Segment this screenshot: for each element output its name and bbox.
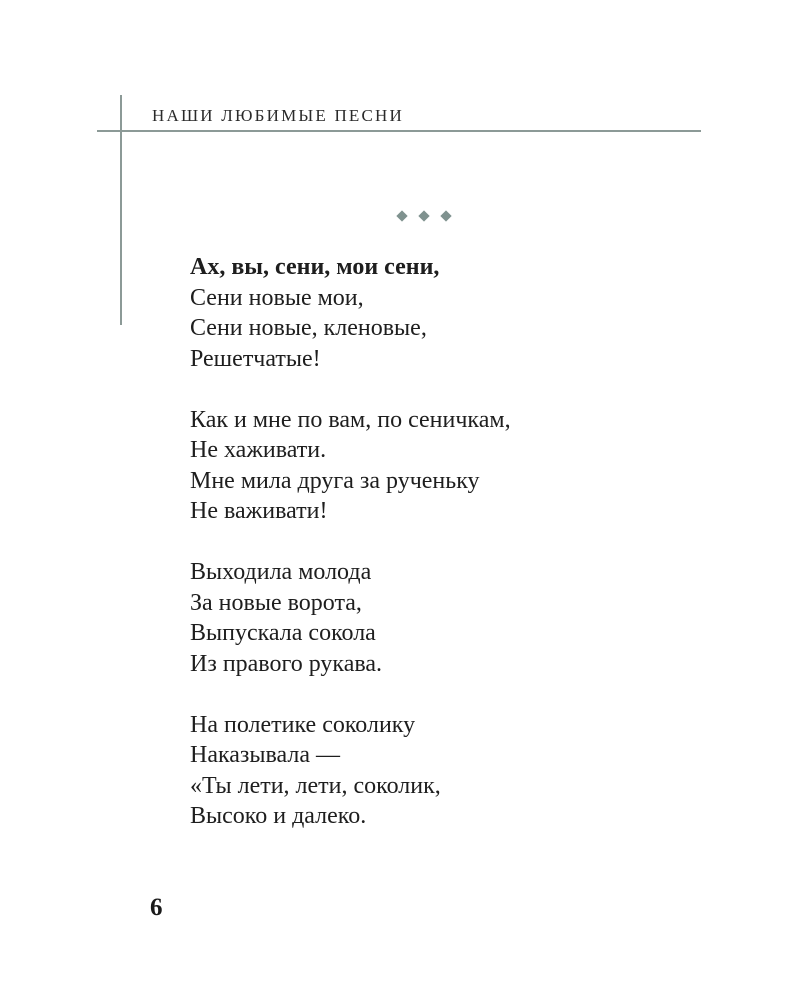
poem-line: Сени новые мои, (190, 284, 364, 311)
header-vertical-rule (120, 95, 122, 325)
poem-line: Выпускала сокола (190, 620, 376, 646)
poem-line: Решетчатые! (190, 345, 321, 372)
poem-line: Не хаживати. (190, 437, 327, 463)
header-horizontal-rule (97, 130, 701, 132)
poem-line: «Ты лети, лети, соколик, (190, 772, 441, 799)
stanza (190, 405, 710, 527)
poem-first-line: Ах, вы, сени, мои сени, (190, 254, 440, 280)
stanza (190, 252, 710, 374)
diamond-icon (396, 210, 407, 221)
poem-line: Высоко и далеко. (190, 803, 367, 829)
poem-line: Сени новые, кленовые, (190, 315, 427, 341)
three-diamonds-ornament-icon (396, 210, 456, 224)
poem-line: Как и мне по вам, по сеничкам, (190, 406, 511, 433)
stanza (190, 710, 710, 832)
diamond-icon (440, 210, 451, 221)
page-number: 6 (150, 894, 163, 921)
stanza (190, 557, 710, 679)
poem-line: Из правого рукава. (190, 650, 383, 677)
diamond-icon (418, 210, 429, 221)
poem-line: На полетике соколику (190, 711, 416, 738)
poem-text (190, 252, 710, 862)
poem-line: За новые ворота, (190, 589, 362, 616)
poem-line: Не важивати! (190, 498, 328, 524)
poem-line: Выходила молода (190, 559, 372, 585)
poem-line: Наказывала — (190, 742, 341, 768)
running-title: НАШИ ЛЮБИМЫЕ ПЕСНИ (152, 106, 405, 125)
poem-line: Мне мила друга за рученьку (190, 467, 480, 494)
